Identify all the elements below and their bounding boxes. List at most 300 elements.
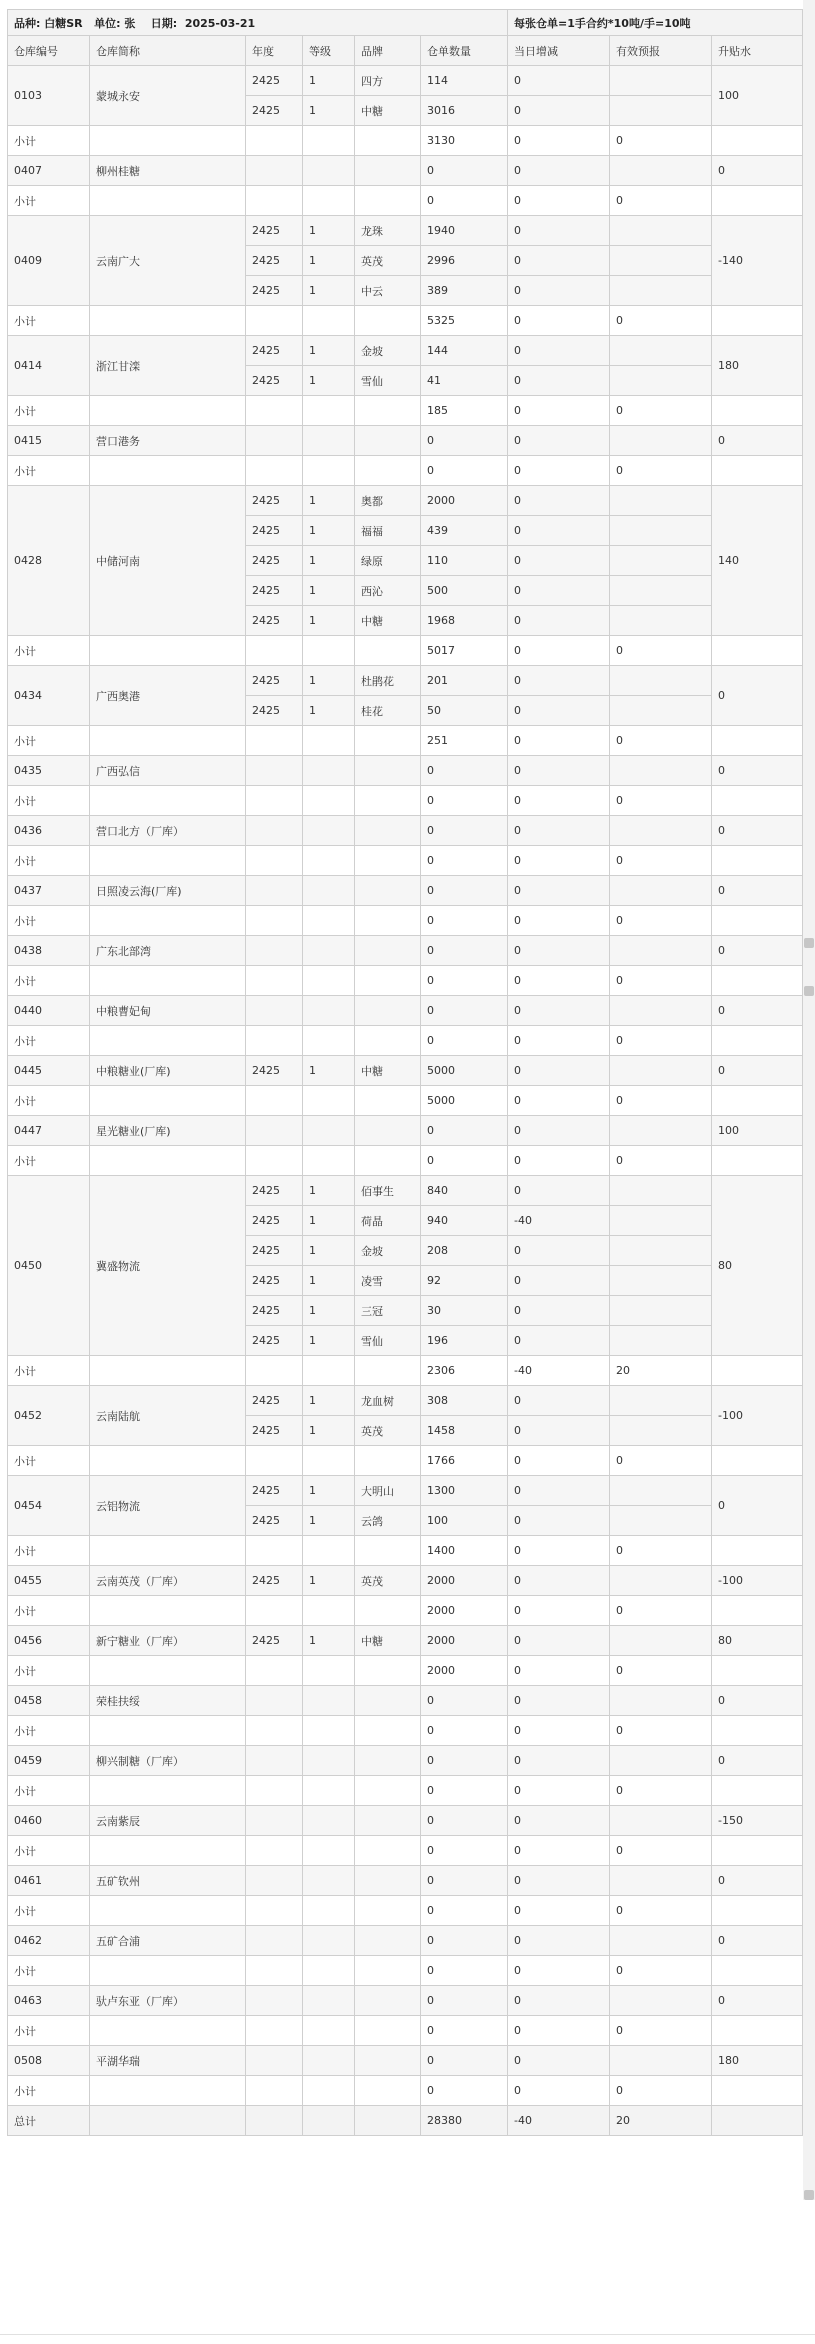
year-cell: 2425 xyxy=(246,576,303,606)
empty-cell xyxy=(303,1536,355,1566)
subtotal-label: 小计 xyxy=(8,966,90,996)
subtotal-quantity: 0 xyxy=(421,1146,508,1176)
subtotal-quantity: 2000 xyxy=(421,1596,508,1626)
warehouse-code: 0460 xyxy=(8,1806,90,1836)
subtotal-change: 0 xyxy=(508,1716,610,1746)
warehouse-item-row xyxy=(8,1626,803,1656)
forecast-cell xyxy=(610,1746,712,1776)
warehouse-code: 0435 xyxy=(8,756,90,786)
subtotal-label: 小计 xyxy=(8,1716,90,1746)
subtotal-forecast: 0 xyxy=(610,1836,712,1866)
subtotal-change: 0 xyxy=(508,1896,610,1926)
empty-cell xyxy=(90,1086,246,1116)
empty-cell xyxy=(712,1356,803,1386)
empty-cell xyxy=(246,396,303,426)
premium-cell: 0 xyxy=(712,156,803,186)
date-label: 日期: xyxy=(150,16,178,30)
empty-cell xyxy=(303,906,355,936)
brand-cell: 杜鹃花 xyxy=(355,666,421,696)
forecast-cell xyxy=(610,96,712,126)
subtotal-row xyxy=(8,1596,803,1626)
brand-cell: 中云 xyxy=(355,276,421,306)
empty-cell xyxy=(303,1956,355,1986)
year-cell: 2425 xyxy=(246,1206,303,1236)
empty-cell xyxy=(355,456,421,486)
forecast-cell xyxy=(610,666,712,696)
brand-cell: 英茂 xyxy=(355,1566,421,1596)
empty-cell xyxy=(355,2106,421,2136)
empty-cell xyxy=(355,1596,421,1626)
year-cell xyxy=(246,2046,303,2076)
subtotal-change: 0 xyxy=(508,396,610,426)
brand-cell: 中糖 xyxy=(355,96,421,126)
forecast-cell xyxy=(610,516,712,546)
table-body xyxy=(8,10,803,2136)
daily-change-cell: 0 xyxy=(508,1116,610,1146)
forecast-cell xyxy=(610,1686,712,1716)
grade-cell: 1 xyxy=(303,576,355,606)
year-cell: 2425 xyxy=(246,66,303,96)
empty-cell xyxy=(303,1146,355,1176)
daily-change-cell: 0 xyxy=(508,516,610,546)
daily-change-cell: 0 xyxy=(508,156,610,186)
empty-cell xyxy=(303,1026,355,1056)
warehouse-item-row xyxy=(8,66,803,96)
warehouse-name: 云南英茂（厂库） xyxy=(90,1566,246,1596)
subtotal-row xyxy=(8,1146,803,1176)
grade-cell: 1 xyxy=(303,1296,355,1326)
subtotal-row xyxy=(8,186,803,216)
empty-cell xyxy=(246,846,303,876)
empty-cell xyxy=(90,726,246,756)
subtotal-row xyxy=(8,906,803,936)
empty-cell xyxy=(303,786,355,816)
total-label: 总计 xyxy=(8,2106,90,2136)
subtotal-forecast: 0 xyxy=(610,786,712,816)
empty-cell xyxy=(246,1146,303,1176)
warehouse-code: 0437 xyxy=(8,876,90,906)
warehouse-item-row xyxy=(8,1116,803,1146)
empty-cell xyxy=(90,966,246,996)
subtotal-quantity: 0 xyxy=(421,1776,508,1806)
subtotal-row xyxy=(8,2016,803,2046)
year-cell: 2425 xyxy=(246,96,303,126)
warehouse-item-row xyxy=(8,336,803,366)
subtotal-row xyxy=(8,126,803,156)
daily-change-cell: 0 xyxy=(508,1386,610,1416)
subtotal-quantity: 0 xyxy=(421,846,508,876)
forecast-cell xyxy=(610,2046,712,2076)
warehouse-item-row xyxy=(8,1806,803,1836)
quantity-cell: 114 xyxy=(421,66,508,96)
empty-cell xyxy=(246,1956,303,1986)
year-cell: 2425 xyxy=(246,216,303,246)
subtotal-forecast: 0 xyxy=(610,1026,712,1056)
year-cell: 2425 xyxy=(246,366,303,396)
column-header: 仓单数量 xyxy=(421,36,508,66)
daily-change-cell: 0 xyxy=(508,1476,610,1506)
warehouse-item-row xyxy=(8,156,803,186)
forecast-cell xyxy=(610,996,712,1026)
grade-cell: 1 xyxy=(303,1176,355,1206)
subtotal-label: 小计 xyxy=(8,1896,90,1926)
subtotal-forecast: 20 xyxy=(610,1356,712,1386)
empty-cell xyxy=(712,2016,803,2046)
quantity-cell: 0 xyxy=(421,1866,508,1896)
scrollbar-thumb[interactable] xyxy=(804,2190,814,2200)
subtotal-change: 0 xyxy=(508,186,610,216)
year-cell: 2425 xyxy=(246,1326,303,1356)
subtotal-label: 小计 xyxy=(8,456,90,486)
total-row xyxy=(8,2106,803,2136)
warehouse-code: 0445 xyxy=(8,1056,90,1086)
daily-change-cell: 0 xyxy=(508,1266,610,1296)
warehouse-item-row xyxy=(8,1566,803,1596)
subtotal-label: 小计 xyxy=(8,726,90,756)
grade-cell xyxy=(303,1866,355,1896)
subtotal-forecast: 0 xyxy=(610,1776,712,1806)
subtotal-change: 0 xyxy=(508,1026,610,1056)
quantity-cell: 208 xyxy=(421,1236,508,1266)
empty-cell xyxy=(90,1356,246,1386)
warehouse-name: 平湖华瑞 xyxy=(90,2046,246,2076)
year-cell xyxy=(246,156,303,186)
grade-cell: 1 xyxy=(303,1566,355,1596)
quantity-cell: 2996 xyxy=(421,246,508,276)
empty-cell xyxy=(712,1776,803,1806)
warehouse-item-row xyxy=(8,756,803,786)
subtotal-forecast: 0 xyxy=(610,1656,712,1686)
subtotal-change: 0 xyxy=(508,846,610,876)
brand-cell xyxy=(355,816,421,846)
warrant-report xyxy=(7,9,802,2136)
premium-cell: 100 xyxy=(712,1116,803,1146)
forecast-cell xyxy=(610,246,712,276)
year-cell: 2425 xyxy=(246,1266,303,1296)
subtotal-row xyxy=(8,726,803,756)
forecast-cell xyxy=(610,1386,712,1416)
subtotal-quantity: 1400 xyxy=(421,1536,508,1566)
forecast-cell xyxy=(610,1296,712,1326)
column-header: 当日增减 xyxy=(508,36,610,66)
empty-cell xyxy=(303,396,355,426)
quantity-cell: 0 xyxy=(421,756,508,786)
grade-cell: 1 xyxy=(303,1056,355,1086)
empty-cell xyxy=(246,1776,303,1806)
empty-cell xyxy=(246,726,303,756)
forecast-cell xyxy=(610,1476,712,1506)
empty-cell xyxy=(712,306,803,336)
warrant-table xyxy=(7,9,803,2136)
empty-cell xyxy=(90,306,246,336)
premium-cell: 140 xyxy=(712,486,803,636)
forecast-cell xyxy=(610,1176,712,1206)
empty-cell xyxy=(303,186,355,216)
forecast-cell xyxy=(610,1266,712,1296)
brand-cell xyxy=(355,1116,421,1146)
year-cell: 2425 xyxy=(246,606,303,636)
grade-cell: 1 xyxy=(303,486,355,516)
empty-cell xyxy=(246,456,303,486)
variety-label: 品种: xyxy=(14,16,41,30)
empty-cell xyxy=(355,966,421,996)
grade-cell xyxy=(303,426,355,456)
subtotal-forecast: 0 xyxy=(610,2076,712,2106)
conversion-note: 每张仓单=1手合约*10吨/手=10吨 xyxy=(508,10,803,36)
quantity-cell: 2000 xyxy=(421,1566,508,1596)
empty-cell xyxy=(246,126,303,156)
subtotal-forecast: 0 xyxy=(610,1536,712,1566)
brand-cell xyxy=(355,1806,421,1836)
warehouse-code: 0450 xyxy=(8,1176,90,1356)
subtotal-change: 0 xyxy=(508,1956,610,1986)
forecast-cell xyxy=(610,546,712,576)
grade-cell: 1 xyxy=(303,1326,355,1356)
warehouse-code: 0414 xyxy=(8,336,90,396)
warehouse-code: 0103 xyxy=(8,66,90,126)
brand-cell xyxy=(355,1746,421,1776)
premium-cell: 0 xyxy=(712,426,803,456)
empty-cell xyxy=(355,1536,421,1566)
subtotal-forecast: 0 xyxy=(610,1896,712,1926)
year-cell xyxy=(246,1746,303,1776)
quantity-cell: 41 xyxy=(421,366,508,396)
empty-cell xyxy=(303,1836,355,1866)
premium-cell: 0 xyxy=(712,1986,803,2016)
subtotal-change: 0 xyxy=(508,2016,610,2046)
forecast-cell xyxy=(610,1806,712,1836)
daily-change-cell: 0 xyxy=(508,666,610,696)
brand-cell: 桂花 xyxy=(355,696,421,726)
daily-change-cell: 0 xyxy=(508,1866,610,1896)
grade-cell xyxy=(303,816,355,846)
daily-change-cell: 0 xyxy=(508,216,610,246)
brand-cell: 雪仙 xyxy=(355,366,421,396)
warehouse-code: 0454 xyxy=(8,1476,90,1536)
subtotal-forecast: 0 xyxy=(610,456,712,486)
year-cell: 2425 xyxy=(246,516,303,546)
daily-change-cell: 0 xyxy=(508,696,610,726)
empty-cell xyxy=(355,1026,421,1056)
year-cell: 2425 xyxy=(246,1626,303,1656)
warehouse-code: 0409 xyxy=(8,216,90,306)
column-header: 有效预报 xyxy=(610,36,712,66)
subtotal-row xyxy=(8,396,803,426)
warehouse-name: 日照凌云海(厂库) xyxy=(90,876,246,906)
brand-cell xyxy=(355,756,421,786)
subtotal-change: -40 xyxy=(508,1356,610,1386)
subtotal-forecast: 0 xyxy=(610,396,712,426)
empty-cell xyxy=(712,2106,803,2136)
daily-change-cell: 0 xyxy=(508,1806,610,1836)
grade-cell xyxy=(303,1746,355,1776)
forecast-cell xyxy=(610,876,712,906)
brand-cell: 龙血树 xyxy=(355,1386,421,1416)
subtotal-row xyxy=(8,1446,803,1476)
forecast-cell xyxy=(610,366,712,396)
subtotal-quantity: 3130 xyxy=(421,126,508,156)
daily-change-cell: 0 xyxy=(508,1506,610,1536)
subtotal-change: 0 xyxy=(508,1656,610,1686)
warehouse-code: 0447 xyxy=(8,1116,90,1146)
empty-cell xyxy=(246,1716,303,1746)
premium-cell: 180 xyxy=(712,336,803,396)
empty-cell xyxy=(303,126,355,156)
quantity-cell: 144 xyxy=(421,336,508,366)
quantity-cell: 110 xyxy=(421,546,508,576)
brand-cell xyxy=(355,156,421,186)
quantity-cell: 92 xyxy=(421,1266,508,1296)
empty-cell xyxy=(355,1776,421,1806)
warehouse-item-row xyxy=(8,996,803,1026)
grade-cell xyxy=(303,1926,355,1956)
forecast-cell xyxy=(610,426,712,456)
brand-cell xyxy=(355,1926,421,1956)
warehouse-name: 中储河南 xyxy=(90,486,246,636)
empty-cell xyxy=(712,966,803,996)
daily-change-cell: 0 xyxy=(508,426,610,456)
report-info-row xyxy=(8,10,803,36)
empty-cell xyxy=(712,846,803,876)
subtotal-quantity: 185 xyxy=(421,396,508,426)
empty-cell xyxy=(712,1596,803,1626)
year-cell: 2425 xyxy=(246,276,303,306)
forecast-cell xyxy=(610,816,712,846)
warehouse-name: 柳州桂糖 xyxy=(90,156,246,186)
empty-cell xyxy=(246,2016,303,2046)
empty-cell xyxy=(355,1896,421,1926)
premium-cell: -100 xyxy=(712,1566,803,1596)
empty-cell xyxy=(246,1656,303,1686)
warehouse-item-row xyxy=(8,1476,803,1506)
empty-cell xyxy=(303,2106,355,2136)
subtotal-row xyxy=(8,1836,803,1866)
grade-cell: 1 xyxy=(303,216,355,246)
brand-cell xyxy=(355,1866,421,1896)
empty-cell xyxy=(90,846,246,876)
premium-cell: -150 xyxy=(712,1806,803,1836)
date-value: 2025-03-21 xyxy=(184,16,256,30)
year-cell xyxy=(246,1926,303,1956)
empty-cell xyxy=(355,786,421,816)
year-cell: 2425 xyxy=(246,1386,303,1416)
empty-cell xyxy=(355,1146,421,1176)
brand-cell: 佰事生 xyxy=(355,1176,421,1206)
daily-change-cell: 0 xyxy=(508,66,610,96)
empty-cell xyxy=(712,2076,803,2106)
subtotal-row xyxy=(8,1656,803,1686)
quantity-cell: 1940 xyxy=(421,216,508,246)
scrollbar-thumb[interactable] xyxy=(804,938,814,948)
forecast-cell xyxy=(610,696,712,726)
daily-change-cell: 0 xyxy=(508,1326,610,1356)
forecast-cell xyxy=(610,1626,712,1656)
daily-change-cell: 0 xyxy=(508,246,610,276)
column-header: 年度 xyxy=(246,36,303,66)
empty-cell xyxy=(355,726,421,756)
warehouse-name: 云南紫辰 xyxy=(90,1806,246,1836)
year-cell: 2425 xyxy=(246,1296,303,1326)
quantity-cell: 0 xyxy=(421,1806,508,1836)
brand-cell: 金坡 xyxy=(355,336,421,366)
premium-cell: 0 xyxy=(712,1746,803,1776)
brand-cell xyxy=(355,936,421,966)
empty-cell xyxy=(712,456,803,486)
subtotal-quantity: 0 xyxy=(421,1956,508,1986)
year-cell xyxy=(246,876,303,906)
empty-cell xyxy=(303,1356,355,1386)
subtotal-forecast: 0 xyxy=(610,126,712,156)
daily-change-cell: 0 xyxy=(508,996,610,1026)
premium-cell: 80 xyxy=(712,1176,803,1356)
premium-cell: 0 xyxy=(712,816,803,846)
daily-change-cell: 0 xyxy=(508,2046,610,2076)
quantity-cell: 0 xyxy=(421,1116,508,1146)
premium-cell: 80 xyxy=(712,1626,803,1656)
grade-cell: 1 xyxy=(303,336,355,366)
subtotal-change: 0 xyxy=(508,1836,610,1866)
subtotal-row xyxy=(8,1956,803,1986)
warehouse-code: 0438 xyxy=(8,936,90,966)
warehouse-name: 中粮曹妃甸 xyxy=(90,996,246,1026)
empty-cell xyxy=(303,1596,355,1626)
scrollbar-track[interactable] xyxy=(803,0,815,2200)
subtotal-label: 小计 xyxy=(8,786,90,816)
subtotal-quantity: 0 xyxy=(421,906,508,936)
forecast-cell xyxy=(610,1206,712,1236)
warehouse-code: 0459 xyxy=(8,1746,90,1776)
warehouse-code: 0461 xyxy=(8,1866,90,1896)
brand-cell: 中糖 xyxy=(355,1626,421,1656)
forecast-cell xyxy=(610,1116,712,1146)
quantity-cell: 0 xyxy=(421,156,508,186)
empty-cell xyxy=(303,306,355,336)
daily-change-cell: 0 xyxy=(508,576,610,606)
grade-cell xyxy=(303,1116,355,1146)
empty-cell xyxy=(246,1446,303,1476)
empty-cell xyxy=(303,846,355,876)
empty-cell xyxy=(246,1026,303,1056)
column-header: 品牌 xyxy=(355,36,421,66)
scrollbar-thumb[interactable] xyxy=(804,986,814,996)
subtotal-quantity: 2000 xyxy=(421,1656,508,1686)
subtotal-forecast: 0 xyxy=(610,1086,712,1116)
quantity-cell: 30 xyxy=(421,1296,508,1326)
daily-change-cell: 0 xyxy=(508,1626,610,1656)
warehouse-item-row xyxy=(8,1926,803,1956)
forecast-cell xyxy=(610,576,712,606)
empty-cell xyxy=(90,186,246,216)
warehouse-name: 云铝物流 xyxy=(90,1476,246,1536)
subtotal-change: 0 xyxy=(508,1596,610,1626)
brand-cell xyxy=(355,2046,421,2076)
grade-cell xyxy=(303,996,355,1026)
column-header: 仓库简称 xyxy=(90,36,246,66)
subtotal-change: 0 xyxy=(508,456,610,486)
brand-cell: 凌雪 xyxy=(355,1266,421,1296)
subtotal-quantity: 0 xyxy=(421,1026,508,1056)
brand-cell: 中糖 xyxy=(355,1056,421,1086)
empty-cell xyxy=(246,2106,303,2136)
brand-cell xyxy=(355,1686,421,1716)
variety-value: 白糖SR xyxy=(44,16,83,30)
subtotal-change: 0 xyxy=(508,2076,610,2106)
subtotal-row xyxy=(8,1026,803,1056)
daily-change-cell: 0 xyxy=(508,756,610,786)
subtotal-row xyxy=(8,786,803,816)
forecast-cell xyxy=(610,276,712,306)
subtotal-label: 小计 xyxy=(8,1596,90,1626)
